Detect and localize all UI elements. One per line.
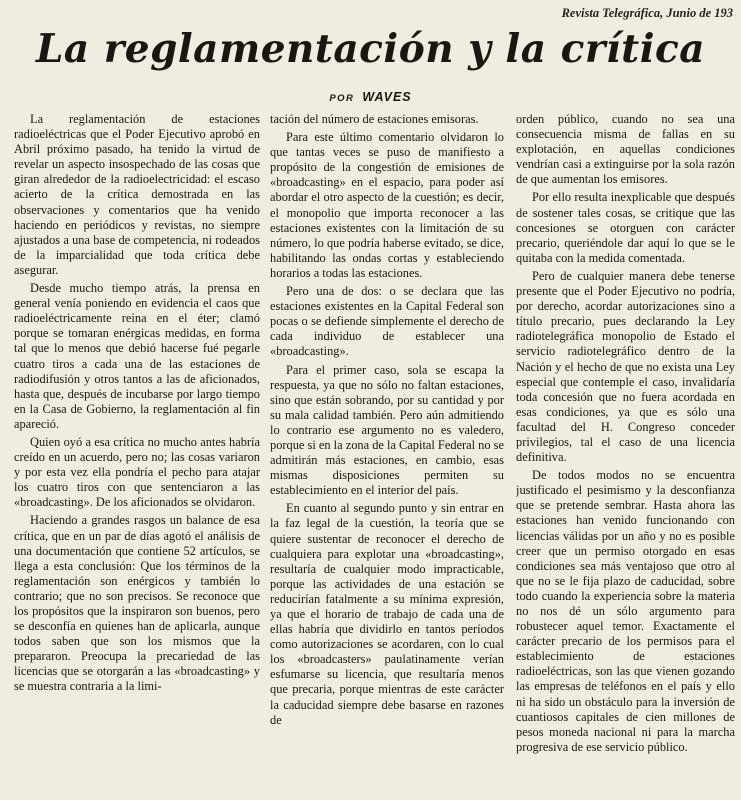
paragraph: Pero de cualquier manera debe tenerse presente que el Poder Ejecutivo no podría, por derecho, acordar autorizaciones sino a título precario, pues declarando la Ley radiotelegráfica monopolio de Estado el servicio radiotelegráfico dentro de la Nación y el hecho de que no exista una Ley especial que contemple el caso, invalidaría toda concesión que no fuera acordada en esas condiciones, ya que es sólo una facultad del H. Congreso conceder privilegios, tal el caso de una licencia definitiva. [516, 268, 735, 465]
article-column-2 [270, 112, 504, 798]
paragraph: Para el primer caso, sola se escapa la respuesta, ya que no sólo no faltan estaciones, sino que están sobrando, por su cantidad y por su mala calidad también. Pero aún admitiendo lo contrario ese argumento no es valedero, porque si en la zona de la Capital Federal no se admitirán más estaciones, en cambio, esas mismas disposiciones permiten su establecimiento en el interior del país. [270, 362, 504, 498]
byline [0, 90, 741, 104]
paragraph: Pero una de dos: o se declara que las estaciones existentes en la Capital Federal son pocas o se defiende simplemente el derecho de cada individuo de establecer una «broadcasting». [270, 284, 504, 359]
byline-author: WAVES [362, 90, 412, 104]
paragraph: Quien oyó a esa crítica no mucho antes habría creído en un acuerdo, pero no; las cosas variaron y por esta vez ella pondría el pecho para atajar los cuatro tiros con que sentenciaron a las «broadcasting». De los aficionados se olvidaron. [14, 434, 260, 510]
article-title: La reglamentación y la crítica [35, 26, 706, 72]
paragraph: Desde mucho tiempo atrás, la prensa en general venía poniendo en evidencia el caos que radioeléctricamente reina en el éter; clamó porque se tomaran enérgicas medidas, en forma tal que lo menos que debió hacerse fué pegarle cuatro tiros a cada una de las estaciones de radiodifusión y otros tantos a las de aficionados, hasta que, después de incubarse por largo tiempo en la Casa de Gobierno, la reglamentación al fin apareció. [14, 281, 260, 431]
paragraph: En cuanto al segundo punto y sin entrar en la faz legal de la cuestión, la teoría que se quiere sustentar de reconocer el derecho de cualquiera para explotar una «broadcasting», resultaría de cualquier modo impracticable, porque las actividades de una estación se reducirían fatalmente a su mínima expresión, ya que el horario de trabajo de cada una de ellas habría que dividirlo en tantos períodos como autorizaciones se acordaren, con lo cual los «broadcasters» paulatinamente verían esfumarse su licencia, que resultaría menos que precaria, porque mientras de este carácter la caducidad siempre debe basarse en razones de [270, 501, 504, 727]
paragraph: Por ello resulta inexplicable que después de sostener tales cosas, se critique que las concesiones se otorguen con carácter precario, queriéndole dar aquí lo que se le quitaba con la medida comentada. [516, 190, 735, 265]
running-head: Revista Telegráfica, Junio de 193 [561, 6, 733, 20]
article-column-3 [516, 112, 735, 798]
paragraph: Para este último comentario olvidaron lo que tantas veces se puso de manifiesto a propósito de la congestión de emisiones de «broadcasting» en el espacio, para poder así abordar el otro aspecto de la cuestión; es decir, el monopolio que importa reconocer a las estaciones existentes con la limitación de su número, lo que podría haberse evitado, se dice, habilitando las ondas cortas y estableciendo horarios a todas las estaciones. [270, 130, 504, 280]
paragraph: tación del número de estaciones emisoras. [270, 112, 479, 126]
paragraph: orden público, cuando no sea una consecuencia misma de fallas en su explotación, en aquellas condiciones vendrían casi a extinguirse por la sola razón de que aumentan los emisores. [516, 112, 735, 187]
paragraph: De todos modos no se encuentra justificado el pesimismo y la desconfianza que se pretende sembrar. Hasta ahora las estaciones han venido funcionando con licencias válidas por un año y no es posible creer que un permiso otorgado en esas condiciones sea más ventajoso que otro al que no se le fija plazo de caducidad, sobre todo cuando la experiencia sobre la materia no nos dé un sólo argumento para robustecer aquel temor. Exactamente el carácter precario de los permisos para el establecimiento de estaciones radioeléctricas, son las que vienen gozando las empresas de teléfonos en el país y ello ni ha sido un obstáculo para la inversión de cuantiosos capitales de cien millones de pesos moneda nacional ni para la marcha progresiva de ese servicio público. [516, 468, 735, 754]
paragraph: Haciendo a grandes rasgos un balance de esa crítica, que en un par de días agotó el análisis de una documentación que contiene 52 artículos, se llega a esta conclusión: Que los términos de la reglamentación son enérgicos y también lo contrario; que no son precisos. Se reconoce que los propósitos que la inspiraron son buenos, pero se desconfía en quienes han de aplicarla, aunque todos saben que son los mismos que la prepararon. Preocupa la precariedad de las licencias que se otorgarán a las «broadcasting» y se muestra contraria a la limi- [14, 513, 260, 694]
paragraph: La reglamentación de estaciones radioeléctricas que el Poder Ejecutivo aprobó en Abril próximo pasado, ha tenido la virtud de revelar un aspecto insospechado de las cosas que giran alrededor de la radioelectricidad: el escaso acierto de la crítica demostrada en las observaciones y comentarios que ha venido haciendo en periódicos y revistas, no siempre ajustados a una base de competencia, ni rodeados de la imparcialidad que toda crítica debe asegurar. [14, 112, 260, 277]
byline-prefix: POR [329, 93, 355, 104]
article-column-1 [14, 112, 260, 798]
